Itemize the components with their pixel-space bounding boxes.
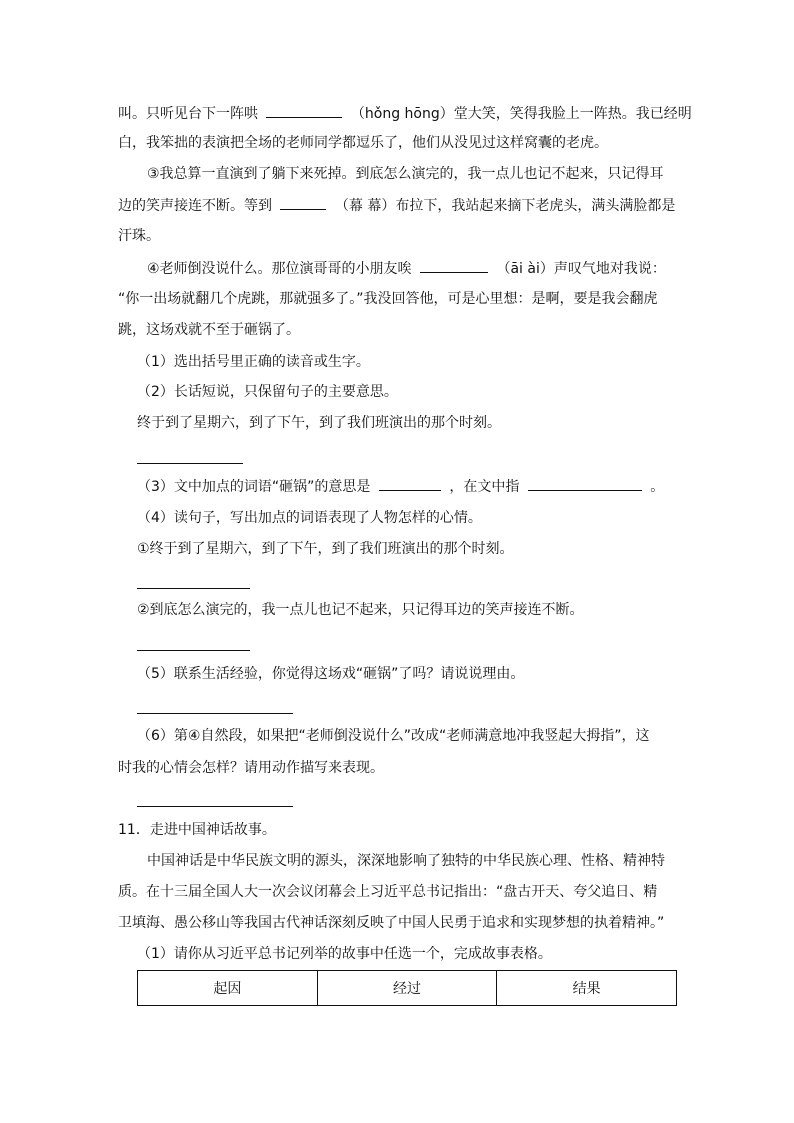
- passage-line: [118, 103, 692, 124]
- section-title: 11．走进中国神话故事。: [118, 822, 276, 838]
- table-header-result: 结果: [497, 971, 677, 1006]
- question-2: （2）长话短说，只保留句子的主要意思。: [137, 384, 398, 400]
- question-3-text: 。: [650, 479, 665, 495]
- passage-line: 白，我笨拙的表演把全场的老师同学都逗乐了，他们从没见过这样窝囊的老虎。: [118, 135, 608, 151]
- section-question-1: （1）请你从习近平总书记列举的故事中任选一个，完成故事表格。: [137, 946, 552, 962]
- passage-text: （āi ài）声叹气地对我说：: [496, 261, 666, 277]
- story-table: [137, 970, 677, 1006]
- answer-line[interactable]: [137, 650, 250, 651]
- answer-blank[interactable]: [379, 476, 441, 491]
- question-5: （5）联系生活经验，你觉得这场戏“砸锅”了吗？请说说理由。: [137, 666, 525, 682]
- question-6: （6）第④自然段，如果把“老师倒没说什么”改成“老师满意地冲我竖起大拇指”，这: [137, 728, 650, 744]
- table-header-row: [138, 971, 677, 1006]
- question-3-text: ，在文中指: [449, 479, 520, 495]
- passage-text: 边的笑声接连不断。等到: [118, 198, 272, 214]
- passage-line: “你一出场就翻几个虎跳，那就强多了。”我没回答他，可是心里想：是啊，要是我会翻虎: [118, 291, 658, 307]
- passage-text: （幕 幕）布拉下，我站起来摘下老虎头，满头满脸都是: [334, 198, 676, 214]
- question-4-sentence-1: ①终于到了星期六，到了下午，到了我们班演出的那个时刻。: [137, 541, 514, 557]
- passage-line: [118, 195, 675, 216]
- answer-line[interactable]: [137, 806, 293, 807]
- passage-text: 叫。只听见台下一阵哄: [118, 106, 258, 122]
- section-paragraph: 质。在十三届全国人大一次会议闭幕会上习近平总书记指出：“盘古开天、夸父追日、精: [118, 884, 658, 900]
- answer-blank[interactable]: [266, 103, 342, 118]
- answer-line[interactable]: [137, 463, 243, 464]
- passage-line: ③我总算一直演到了躺下来死掉。到底怎么演完的，我一点儿也记不起来，只记得耳: [147, 166, 664, 182]
- question-1: （1）选出括号里正确的读音或生字。: [137, 354, 370, 370]
- answer-blank[interactable]: [420, 258, 488, 273]
- answer-blank[interactable]: [280, 195, 326, 210]
- table-header-cause: 起因: [138, 971, 318, 1006]
- section-paragraph: 中国神话是中华民族文明的源头，深深地影响了独特的中华民族心理、性格、精神特: [147, 853, 665, 869]
- question-3-text: （3）文中加点的词语“砸锅”的意思是: [137, 479, 371, 495]
- passage-line: 跳，这场戏就不至于砸锅了。: [118, 322, 300, 338]
- question-3: [137, 476, 664, 497]
- passage-text: ④老师倒没说什么。那位演哥哥的小朋友唉: [147, 261, 412, 277]
- passage-line: [147, 258, 666, 279]
- question-2-sentence: 终于到了星期六，到了下午，到了我们班演出的那个时刻。: [137, 415, 501, 431]
- passage-line: 汗珠。: [118, 228, 160, 244]
- passage-text: （hǒng hōng）堂大笑，笑得我脸上一阵热。我已经明: [350, 106, 692, 122]
- question-6: 时我的心情会怎样？请用动作描写来表现。: [118, 760, 384, 776]
- table-header-process: 经过: [317, 971, 497, 1006]
- question-4-sentence-2: ②到底怎么演完的，我一点儿也记不起来，只记得耳边的笑声接连不断。: [137, 602, 584, 618]
- answer-blank[interactable]: [528, 476, 642, 491]
- answer-line[interactable]: [137, 588, 250, 589]
- question-4: （4）读句子，写出加点的词语表现了人物怎样的心情。: [137, 510, 482, 526]
- section-paragraph: 卫填海、愚公移山等我国古代神话深刻反映了中国人民勇于追求和实现梦想的执着精神。”: [118, 915, 665, 931]
- answer-line[interactable]: [137, 713, 293, 714]
